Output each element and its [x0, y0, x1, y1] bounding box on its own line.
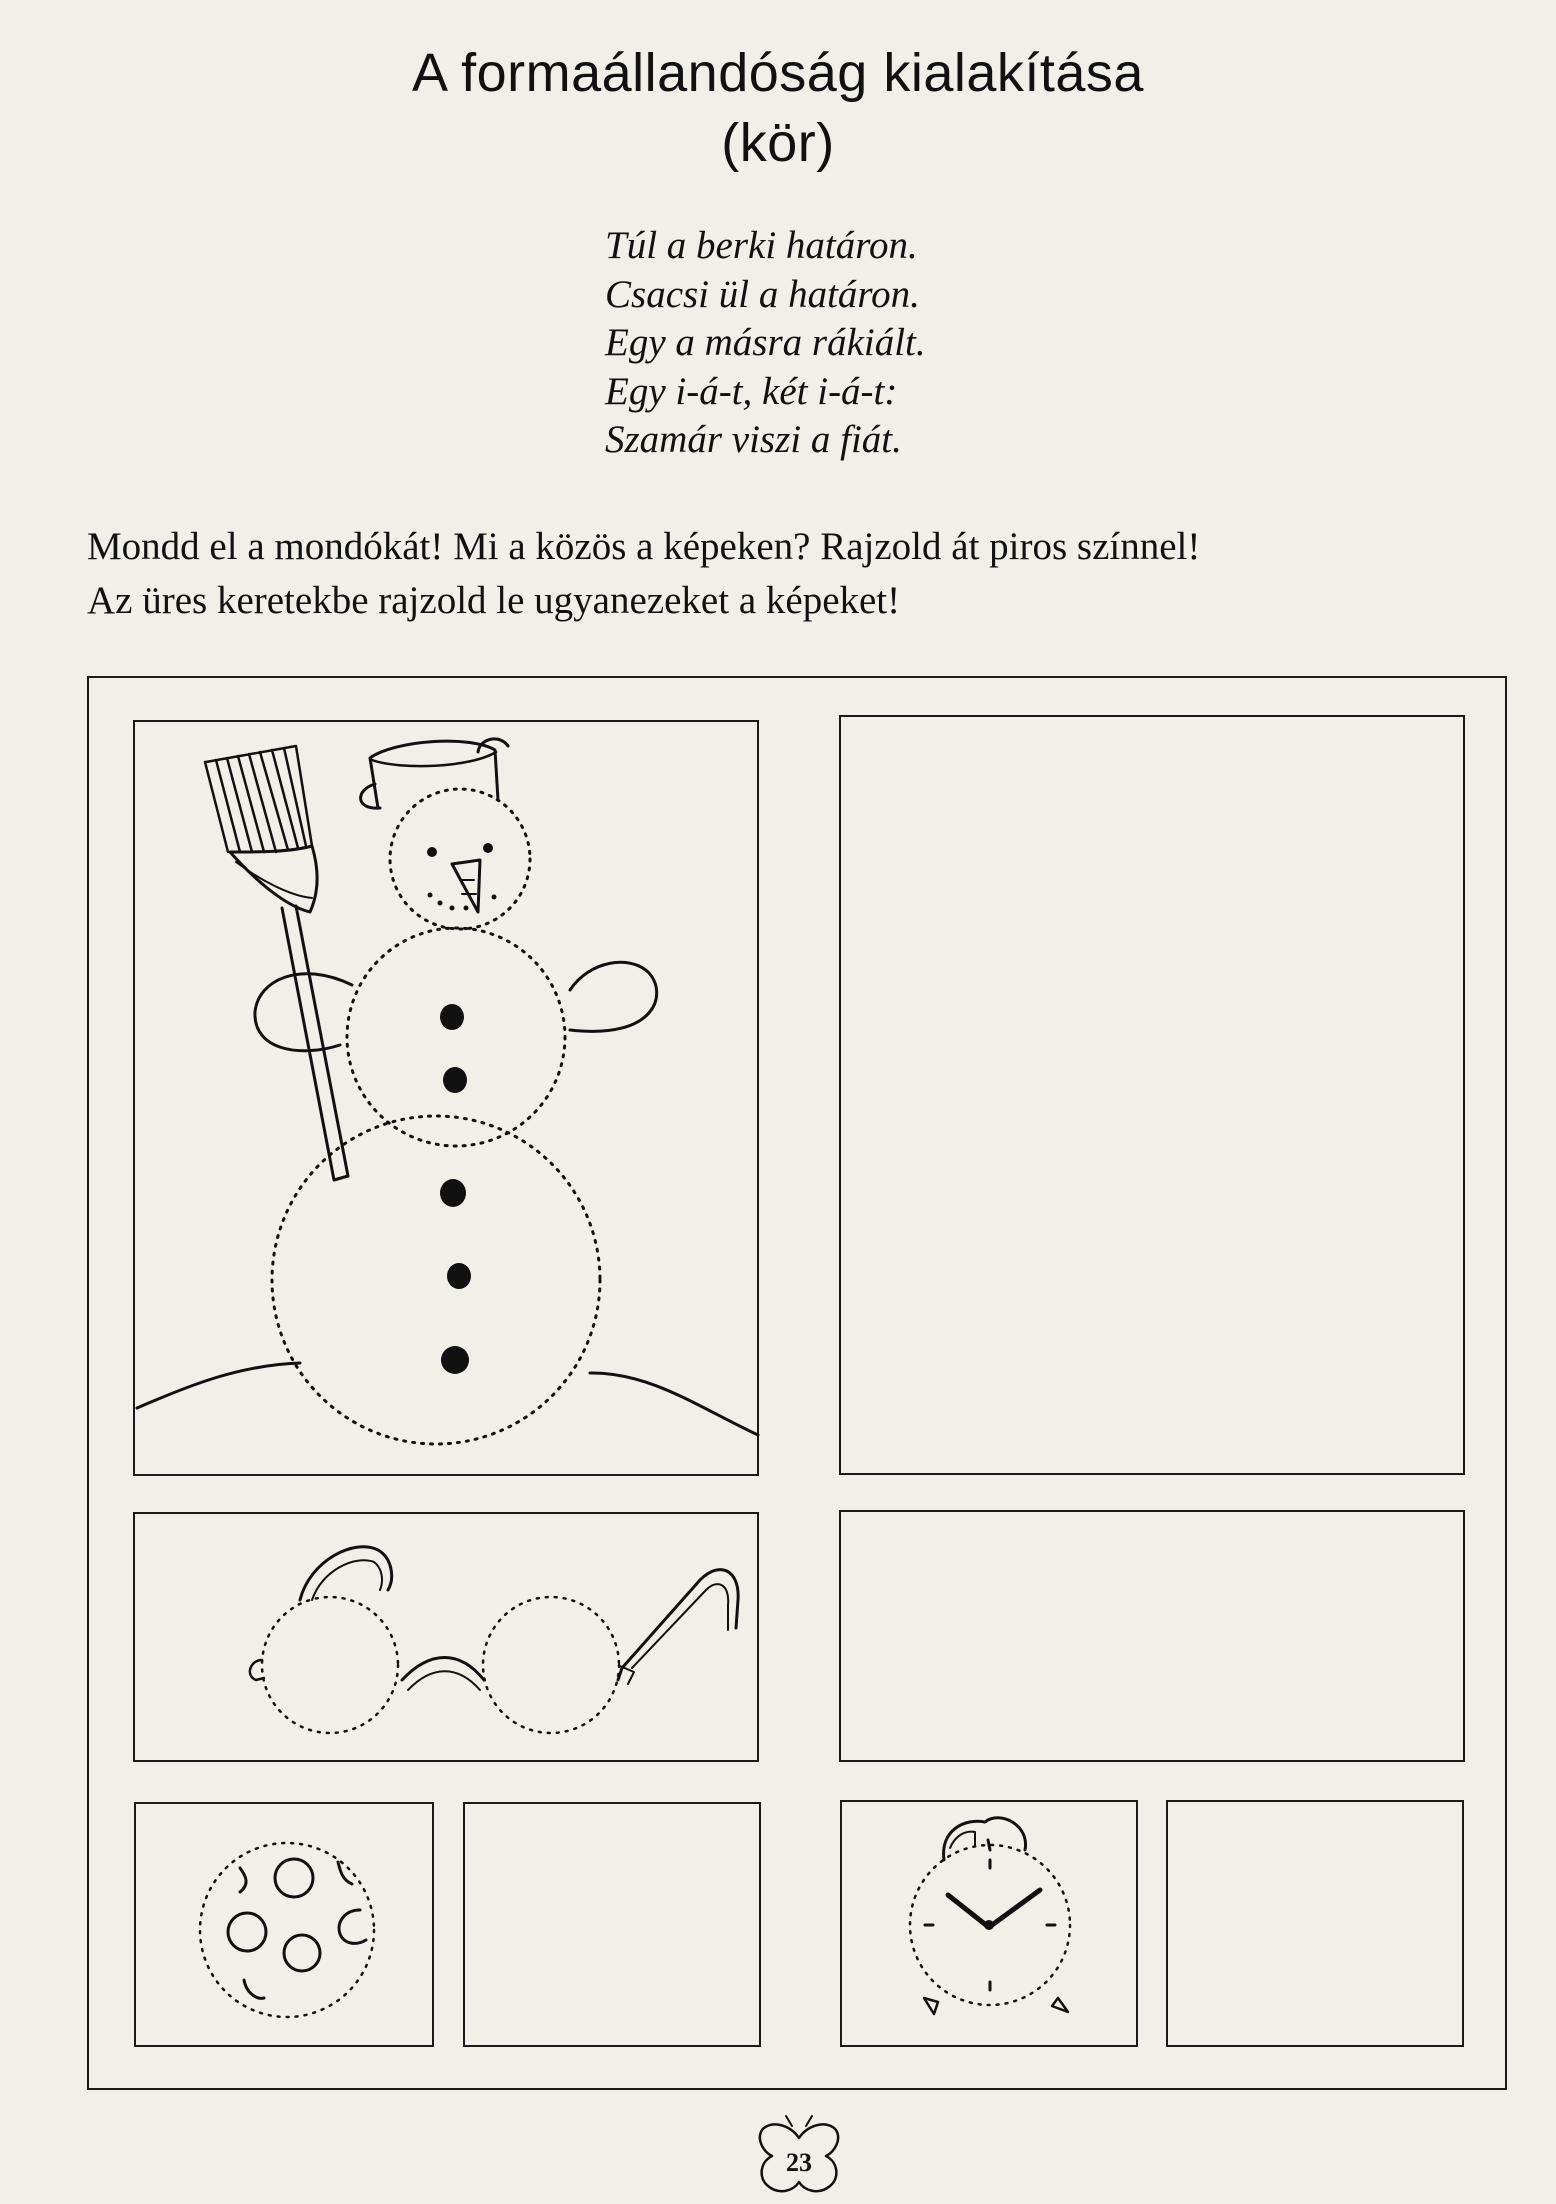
alarm-clock-drawing [910, 1818, 1070, 2014]
poem-line: Túl a berki határon. [605, 224, 918, 267]
page-number-text: 23 [786, 2148, 812, 2177]
ball-drawing [200, 1843, 374, 2017]
poem-line: Egy i-á-t, két i-á-t: [605, 369, 898, 413]
instruction-line: Az üres keretekbe rajzold le ugyanezeket a képeket! [87, 579, 901, 622]
page-title: A formaállandóság kialakítása [412, 43, 1144, 103]
poem-line: Csacsi ül a határon. [605, 272, 920, 316]
poem-line: Szamár viszi a fiát. [605, 418, 902, 461]
glasses-drawing [250, 1547, 738, 1733]
page-subtitle: (kör) [721, 113, 835, 173]
page-number [754, 2124, 844, 2194]
poem-line: Egy a másra rákiált. [605, 321, 926, 364]
instruction-line: Mondd el a mondókát! Mi a közös a képeken? Rajzold át piros színnel! [87, 525, 1201, 568]
snowman-drawing [137, 739, 758, 1444]
